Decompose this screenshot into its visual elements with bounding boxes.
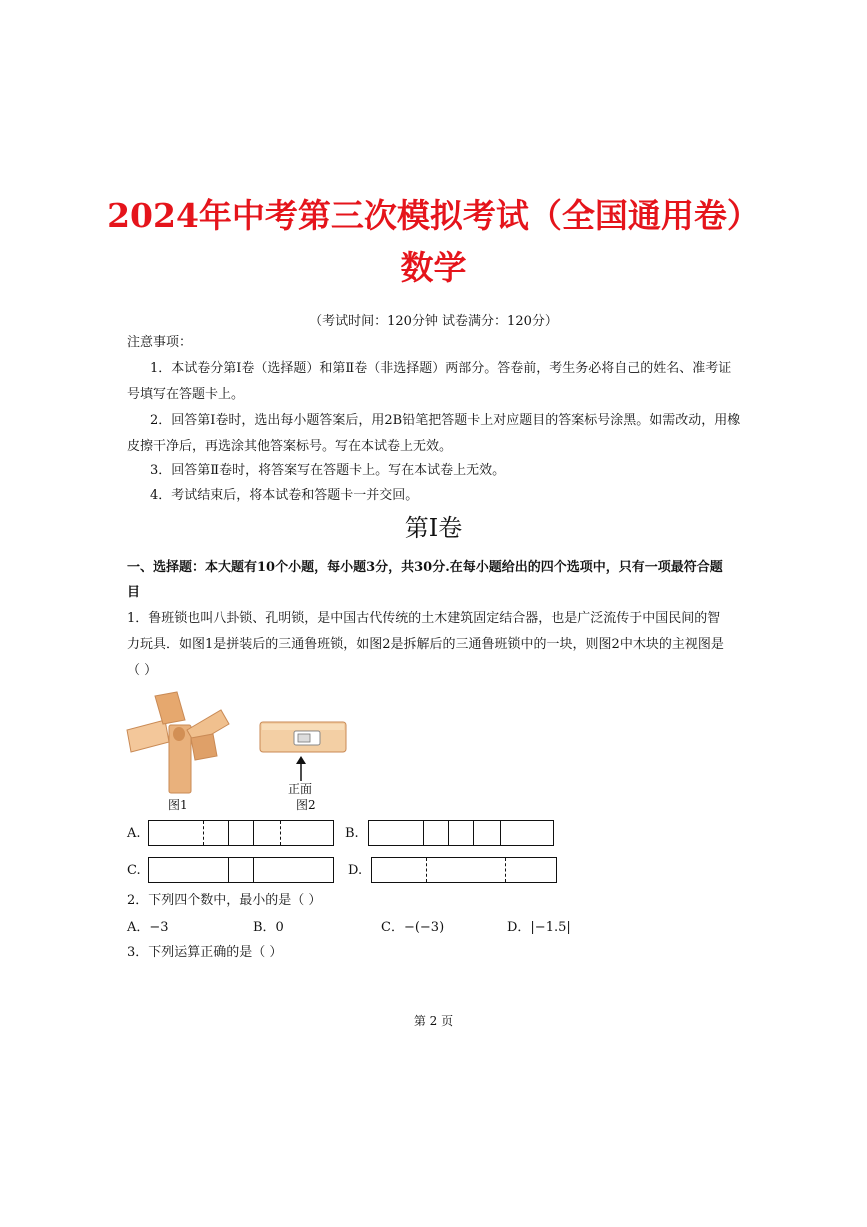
q1-option-c-figure[interactable] xyxy=(148,857,334,883)
q1-text: 1．鲁班锁也叫八卦锁、孔明锁，是中国古代传统的土木建筑固定结合器，也是广泛流传于中国民间的智 xyxy=(127,611,721,626)
q1-option-a-label[interactable]: A. xyxy=(127,826,141,841)
q1-option-a-figure[interactable] xyxy=(148,820,334,846)
notice-item: 4．考试结束后，将本试卷和答题卡一并交回。 xyxy=(150,488,419,503)
notice-item: 皮擦干净后，再选涂其他答案标号。写在本试卷上无效。 xyxy=(127,439,453,454)
figure-2-front-label: 正面 xyxy=(288,782,313,796)
q1-text: （ ） xyxy=(127,663,158,678)
notice-item: 1．本试卷分第Ⅰ卷（选择题）和第Ⅱ卷（非选择题）两部分。答卷前，考生务必将自己的姓名、准考证 xyxy=(150,361,732,376)
notice-item: 号填写在答题卡上。 xyxy=(127,387,245,402)
notice-item: 3．回答第Ⅱ卷时，将答案写在答题卡上。写在本试卷上无效。 xyxy=(150,463,506,478)
q1-option-b-figure[interactable] xyxy=(368,820,554,846)
q2-option-b[interactable]: B．0 xyxy=(253,920,284,935)
luban-lock-figure-1 xyxy=(125,690,235,795)
q1-option-b-label[interactable]: B. xyxy=(345,826,359,841)
wood-block-figure-2 xyxy=(258,718,350,758)
q2-option-d[interactable]: D．|−1.5| xyxy=(507,920,571,935)
q2-option-c[interactable]: C．−(−3) xyxy=(381,920,445,935)
part-one-heading-cont: 目 xyxy=(127,585,141,600)
subject-title: 数学 xyxy=(400,248,467,287)
q3-text: 3．下列运算正确的是（ ） xyxy=(127,945,283,960)
section-title: 第Ⅰ卷 xyxy=(404,514,463,542)
figure-1-caption: 图1 xyxy=(168,798,188,812)
q1-option-d-label[interactable]: D. xyxy=(348,863,363,878)
q1-text: 力玩具．如图1是拼装后的三通鲁班锁，如图2是拆解后的三通鲁班锁中的一块，则图2中木块的主视图是 xyxy=(127,637,724,652)
notice-heading: 注意事项： xyxy=(127,335,193,350)
exam-title: 2024年中考第三次模拟考试（全国通用卷） xyxy=(107,196,760,235)
q1-option-c-label[interactable]: C. xyxy=(127,863,141,878)
part-one-heading: 一、选择题：本大题有10个小题，每小题3分，共30分.在每小题给出的四个选项中，只有一项最符合题 xyxy=(127,560,723,575)
q2-text: 2．下列四个数中，最小的是（ ） xyxy=(127,893,322,908)
notice-item: 2．回答第Ⅰ卷时，选出每小题答案后，用2B铅笔把答题卡上对应题目的答案标号涂黑。如需改动，用橡 xyxy=(150,413,741,428)
q1-option-d-figure[interactable] xyxy=(371,857,557,883)
arrow-up-icon xyxy=(294,756,308,782)
page-number: 第 2 页 xyxy=(413,1014,454,1028)
q2-option-a[interactable]: A．−3 xyxy=(127,920,169,935)
exam-info: （考试时间：120分钟 试卷满分：120分） xyxy=(309,314,558,329)
figure-2-caption: 图2 xyxy=(296,798,316,812)
